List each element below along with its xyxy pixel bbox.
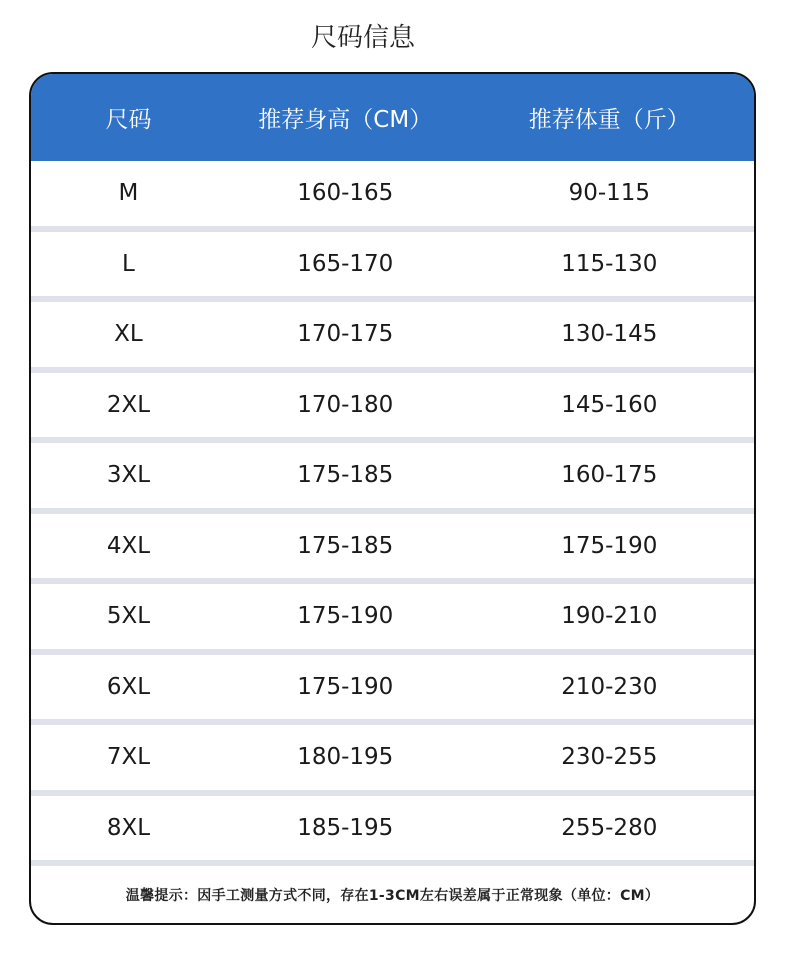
size-cell: 3XL bbox=[106, 462, 151, 489]
table-body bbox=[31, 161, 754, 866]
height-cell: 175-185 bbox=[297, 462, 394, 489]
height-cell: 175-190 bbox=[297, 673, 394, 700]
height-cell: 175-190 bbox=[297, 603, 394, 630]
weight-cell: 230-255 bbox=[561, 744, 658, 771]
weight-cell: 90-115 bbox=[568, 180, 651, 207]
table-row bbox=[31, 232, 754, 303]
table-header bbox=[31, 74, 754, 161]
measurement-note: 温馨提示：因手工测量方式不同，存在1-3CM左右误差属于正常现象（单位：CM） bbox=[125, 888, 660, 904]
height-cell: 165-170 bbox=[297, 250, 394, 277]
size-chart-table bbox=[29, 72, 756, 925]
table-row bbox=[31, 373, 754, 444]
height-cell: 185-195 bbox=[297, 814, 394, 841]
size-cell: 4XL bbox=[106, 532, 151, 559]
size-cell: 5XL bbox=[106, 603, 151, 630]
weight-cell: 210-230 bbox=[561, 673, 658, 700]
table-row bbox=[31, 443, 754, 514]
size-cell: 2XL bbox=[106, 391, 151, 418]
height-cell: 160-165 bbox=[297, 180, 394, 207]
size-cell: 8XL bbox=[106, 814, 151, 841]
weight-cell: 130-145 bbox=[561, 321, 658, 348]
table-row bbox=[31, 584, 754, 655]
height-cell: 180-195 bbox=[297, 744, 394, 771]
table-row bbox=[31, 302, 754, 373]
weight-cell: 160-175 bbox=[561, 462, 658, 489]
height-cell: 170-180 bbox=[297, 391, 394, 418]
size-cell: M bbox=[118, 180, 139, 207]
table-row bbox=[31, 725, 754, 796]
weight-cell: 145-160 bbox=[561, 391, 658, 418]
size-cell: L bbox=[122, 250, 135, 277]
weight-cell: 115-130 bbox=[561, 250, 658, 277]
weight-cell: 175-190 bbox=[561, 532, 658, 559]
size-cell: 6XL bbox=[106, 673, 151, 700]
weight-cell: 190-210 bbox=[561, 603, 658, 630]
size-cell: 7XL bbox=[106, 744, 151, 771]
table-row bbox=[31, 161, 754, 232]
table-row bbox=[31, 796, 754, 867]
height-cell: 170-175 bbox=[297, 321, 394, 348]
table-row bbox=[31, 655, 754, 726]
size-cell: XL bbox=[114, 321, 143, 348]
page-title: 尺码信息 bbox=[310, 23, 415, 53]
weight-cell: 255-280 bbox=[561, 814, 658, 841]
header-height: 推荐身高（CM） bbox=[258, 107, 433, 133]
header-size: 尺码 bbox=[105, 107, 152, 133]
table-row bbox=[31, 514, 754, 585]
height-cell: 175-185 bbox=[297, 532, 394, 559]
header-weight: 推荐体重（斤） bbox=[528, 107, 690, 133]
